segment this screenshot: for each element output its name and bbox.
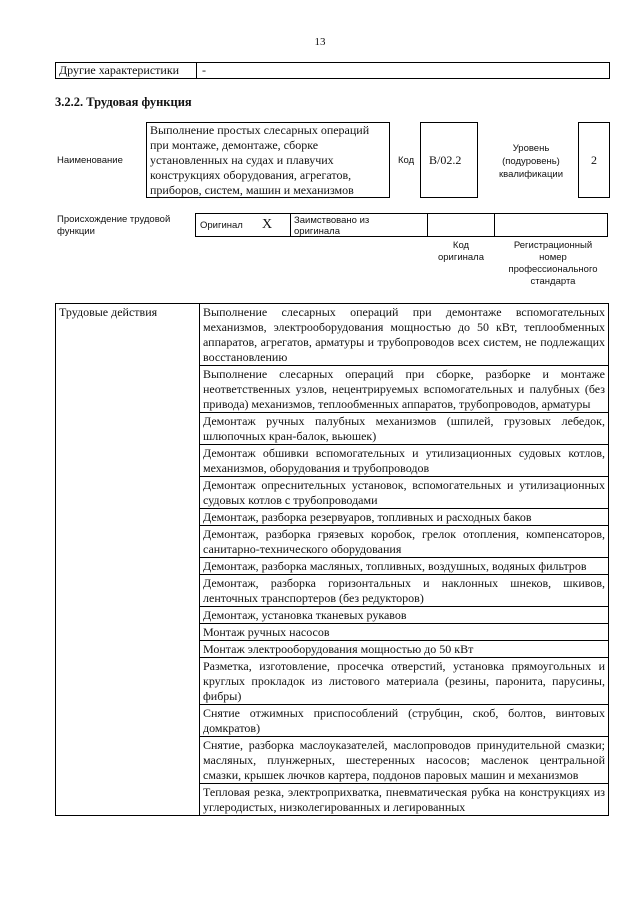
labor-action-item: Демонтаж, установка тканевых рукавов bbox=[200, 607, 609, 624]
level-value: 2 bbox=[578, 122, 610, 198]
function-name-line: при монтаже, демонтаже, сборке bbox=[150, 138, 319, 152]
labor-action-item: Разметка, изготовление, просечка отверстий, установка прямоугольных и круглых прокладок из листового материала (резины, паронита, парусины, фибры) bbox=[200, 658, 609, 705]
other-characteristics-value: - bbox=[202, 63, 206, 77]
labor-action-item: Демонтаж, разборка горизонтальных и наклонных шнеков, шкивов, ленточных транспортеров (без редукторов) bbox=[200, 575, 609, 607]
labor-action-item: Снятие, разборка маслоуказателей, маслопроводов принудительной смазки; масляных, плунжерных, шестеренных насосов; масленок центральной смазки, крышек лючков картера, поддонов паровых машин и механизмов bbox=[200, 737, 609, 784]
code-value: B/02.2 bbox=[420, 122, 478, 198]
code-original-cell bbox=[427, 213, 495, 237]
labor-action-item: Демонтаж ручных палубных механизмов (шпилей, грузовых лебедок, шлюпочных кран-балок, вьюшек) bbox=[200, 413, 609, 445]
labor-actions-table bbox=[55, 303, 609, 816]
labor-action-item: Демонтаж, разборка резервуаров, топливных и расходных баков bbox=[200, 509, 609, 526]
labor-actions-label: Трудовые действия bbox=[56, 304, 200, 816]
function-name-line: Выполнение простых слесарных операций bbox=[150, 123, 370, 137]
labor-action-item: Демонтаж, разборка грязевых коробок, грелок отопления, компенсаторов, санитарно-технического оборудования bbox=[200, 526, 609, 558]
original-mark: X bbox=[262, 217, 273, 232]
other-characteristics-row bbox=[55, 62, 610, 79]
table-row bbox=[56, 304, 609, 366]
original-cell bbox=[195, 213, 291, 237]
level-label: Уровень (подуровень) квалификации bbox=[498, 143, 564, 180]
name-label: Наименование bbox=[57, 155, 123, 166]
labor-action-item: Монтаж ручных насосов bbox=[200, 624, 609, 641]
code-original-label: Код оригинала bbox=[437, 240, 484, 263]
labor-action-item: Монтаж электрооборудования мощностью до 50 кВт bbox=[200, 641, 609, 658]
labor-action-item: Тепловая резка, электроприхватка, пневматическая рубка на конструкциях из углеродистых, низколегированных и легированных bbox=[200, 784, 609, 816]
labor-action-item: Выполнение слесарных операций при сборке, разборке и монтаже неответственных узлов, нецентрируемых вспомогательных и палубных (без привода) механизмов, теплообменных аппаратов, трубопроводов, арматуры bbox=[200, 366, 609, 413]
page-number: 13 bbox=[314, 36, 326, 48]
section-title: 3.2.2. Трудовая функция bbox=[55, 95, 192, 109]
borrowed-cell: Заимствовано из оригинала bbox=[290, 213, 428, 237]
origin-row bbox=[195, 213, 609, 237]
labor-action-item: Выполнение слесарных операций при демонтаже вспомогательных механизмов, электрооборудования мощностью до 50 кВт, теплообменных аппаратов, агрегатов, арматуры и трубопроводов всех систем, не подлежащих восстановлению bbox=[200, 304, 609, 366]
reg-number-cell bbox=[494, 213, 608, 237]
labor-action-item: Снятие отжимных приспособлений (струбцин, скоб, болтов, винтовых домкратов) bbox=[200, 705, 609, 737]
original-label: Оригинал bbox=[200, 220, 243, 231]
labor-action-item: Демонтаж обшивки вспомогательных и утилизационных судовых котлов, механизмов, оборудования и трубопроводов bbox=[200, 445, 609, 477]
code-label: Код bbox=[398, 155, 415, 166]
function-name-line: установленных на судах и плавучих bbox=[150, 153, 334, 167]
function-name-box bbox=[146, 122, 390, 198]
labor-action-item: Демонтаж, разборка масляных, топливных, воздушных, водяных фильтров bbox=[200, 558, 609, 575]
origin-label: Происхождение трудовой функции bbox=[57, 214, 171, 237]
reg-number-label: Регистрационный номер профессионального стандарта bbox=[508, 240, 598, 287]
other-characteristics-label: Другие характеристики bbox=[56, 63, 197, 78]
function-name-line: приборов, систем, машин и механизмов bbox=[150, 183, 354, 197]
function-name-line: конструкциях оборудования, агрегатов, bbox=[150, 168, 352, 182]
labor-action-item: Демонтаж опреснительных установок, вспомогательных и утилизационных судовых котлов с трубопроводами bbox=[200, 477, 609, 509]
